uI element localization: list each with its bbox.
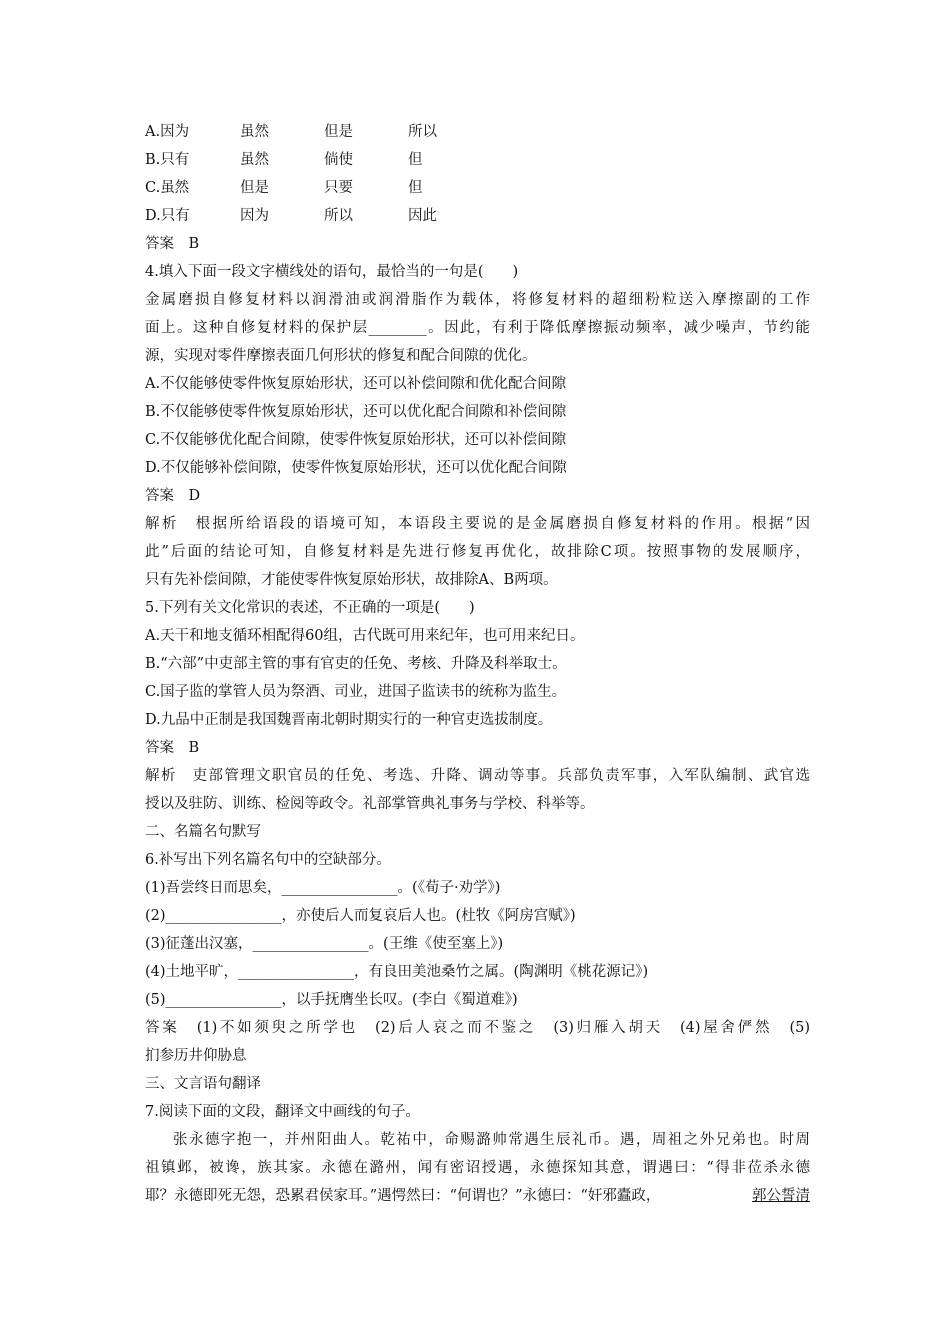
q6-item-5: (5)________________，以手抚膺坐长叹。(李白《蜀道难》) <box>145 992 518 1008</box>
document-body <box>145 118 810 1210</box>
q5-stem: 5.下列有关文化常识的表述，不正确的一项是( ) <box>145 600 475 616</box>
q3-option-c: C.虽然 但是 只要 但 <box>145 180 423 196</box>
q4-option-d: D.不仅能够补偿间隙，使零件恢复原始形状，还可以优化配合间隙 <box>145 460 567 476</box>
q5-option-b: B.“六部”中吏部主管的事有官吏的任免、考核、升降及科举取士。 <box>145 656 567 672</box>
q5-option-a: A.天干和地支循环相配得60组，古代既可用来纪年，也可用来纪日。 <box>145 628 585 644</box>
q4-passage-line-1: 金属磨损自修复材料以润滑油或润滑脂作为载体，将修复材料的超细粉粒送入摩擦副的工作 <box>145 292 810 308</box>
q4-stem: 4.填入下面一段文字横线处的语句，最恰当的一句是( ) <box>145 264 519 280</box>
q7-passage-line-1: 张永德字抱一，并州阳曲人。乾祐中，命赐潞帅常遇生辰礼币。遇，周祖之外兄弟也。时周 <box>173 1132 810 1148</box>
q4-answer: 答案 D <box>145 488 201 504</box>
q5-option-d: D.九品中正制是我国魏晋南北朝时期实行的一种官吏选拔制度。 <box>145 712 553 728</box>
q6-answer-line-1: 答案 (1)不如须臾之所学也 (2)后人哀之而不鉴之 (3)归雁入胡天 (4)屋舍俨然 (5) <box>145 1020 810 1036</box>
q3-answer: 答案 B <box>145 236 200 252</box>
q6-item-4: (4)土地平旷，________________，有良田美池桑竹之属。(陶渊明《桃花源记》) <box>145 964 649 980</box>
q6-item-2: (2)________________，亦使后人而复哀后人也。(杜牧《阿房宫赋》) <box>145 908 576 924</box>
q4-passage-line-2: 面上。这种自修复材料的保护层________。因此，有利于降低摩擦振动频率，减少噪声，节约能 <box>145 320 810 336</box>
section-heading-2: 二、名篇名句默写 <box>145 824 261 840</box>
q4-passage-line-3: 源，实现对零件摩擦表面几何形状的修复和配合间隙的优化。 <box>145 348 537 364</box>
q4-option-b: B.不仅能够使零件恢复原始形状，还可以优化配合间隙和补偿间隙 <box>145 404 567 420</box>
q7-passage-line-3 <box>145 1182 810 1210</box>
q4-analysis-line-2: 此”后面的结论可知，自修复材料是先进行修复再优化，故排除C项。按照事物的发展顺序， <box>145 544 810 560</box>
q4-analysis-line-1: 解析 根据所给语段的语境可知，本语段主要说的是金属磨损自修复材料的作用。根据“因 <box>145 516 810 532</box>
q6-item-3: (3)征蓬出汉塞，________________。(王维《使至塞上》) <box>145 936 504 952</box>
section-heading-3: 三、文言语句翻译 <box>145 1076 261 1092</box>
q4-analysis-line-3: 只有先补偿间隙，才能使零件恢复原始形状，故排除A、B两项。 <box>145 572 558 588</box>
q4-option-a: A.不仅能够使零件恢复原始形状，还可以补偿间隙和优化配合间隙 <box>145 376 567 392</box>
q5-option-c: C.国子监的掌管人员为祭酒、司业，进国子监读书的统称为监生。 <box>145 684 567 700</box>
q5-analysis-line-2: 授以及驻防、训练、检阅等政令。礼部掌管典礼事务与学校、科举等。 <box>145 796 595 812</box>
q5-analysis-line-1: 解析 吏部管理文职官员的任免、考选、升降、调动等事。兵部负责军事，入军队编制、武官选 <box>145 768 810 784</box>
q7-underlined-sentence: 郭公誓清 <box>752 1188 810 1204</box>
q3-option-a: A.因为 虽然 但是 所以 <box>145 124 437 140</box>
q6-stem: 6.补写出下列名篇名句中的空缺部分。 <box>145 852 391 868</box>
q3-option-d: D.只有 因为 所以 因此 <box>145 208 437 224</box>
q6-item-1: (1)吾尝终日而思矣，________________。(《荀子·劝学》) <box>145 880 501 896</box>
q7-passage-line-2: 祖镇邺，被谗，族其家。永德在潞州，闻有密诏授遇，永德探知其意，谓遇曰：“得非莅杀永德 <box>145 1160 810 1176</box>
q7-passage-text: 耶？永德即死无怨，恐累君侯家耳。”遇愕然曰：“何谓也？”永德曰：“奸邪蠹政， <box>145 1188 661 1204</box>
q3-option-b: B.只有 虽然 倘使 但 <box>145 152 423 168</box>
q7-stem: 7.阅读下面的文段，翻译文中画线的句子。 <box>145 1104 420 1120</box>
q4-option-c: C.不仅能够优化配合间隙，使零件恢复原始形状，还可以补偿间隙 <box>145 432 567 448</box>
q5-answer: 答案 B <box>145 740 200 756</box>
q6-answer-line-2: 扪参历井仰胁息 <box>145 1048 247 1064</box>
